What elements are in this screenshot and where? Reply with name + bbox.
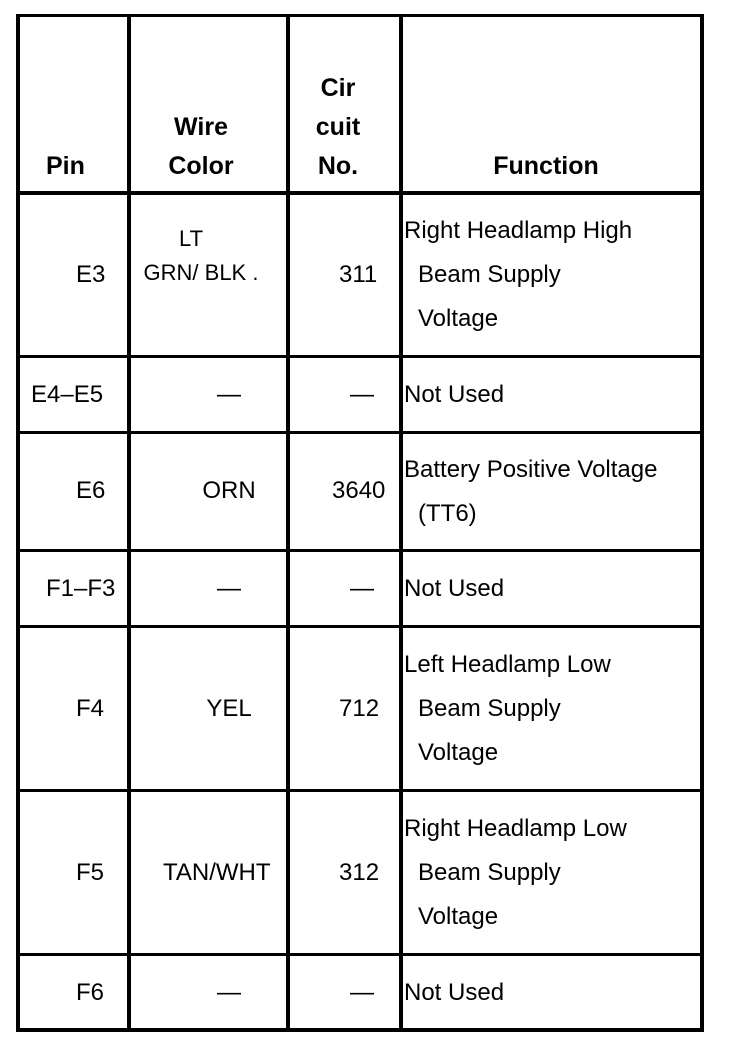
wire-color-cell: — [217, 575, 241, 602]
pin-cell: E6 [76, 477, 106, 504]
header-circuit-no: Cir cuit No. [315, 74, 361, 180]
function-cell: Right Headlamp Low Beam Supply Voltage [404, 815, 627, 930]
function-cell: Battery Positive Voltage (TT6) [404, 456, 658, 527]
function-cell: Not Used [404, 575, 505, 602]
grid-line [16, 549, 704, 552]
circuit-cell: 311 [339, 261, 378, 288]
pin-cell: F4 [76, 695, 105, 722]
circuit-cell: 312 [339, 859, 380, 886]
pin-cell: F6 [76, 979, 105, 1006]
circuit-cell: — [350, 979, 374, 1006]
header-pin: Pin [46, 152, 85, 180]
pin-cell: F5 [76, 859, 105, 886]
grid-line [16, 1028, 704, 1032]
circuit-cell: 3640 [332, 477, 386, 504]
header-function: Function [493, 152, 599, 180]
circuit-cell: — [350, 575, 374, 602]
function-cell: Not Used [404, 979, 505, 1006]
wire-color-cell: TAN/WHT [163, 859, 271, 886]
grid-line [16, 953, 704, 956]
circuit-cell: — [350, 381, 374, 408]
wire-color-cell: LT GRN/ BLK . [143, 226, 259, 285]
pin-cell: E4–E5 [31, 381, 104, 408]
header-wire-color: Wire Color [168, 113, 234, 180]
function-cell: Right Headlamp High Beam Supply Voltage [404, 217, 633, 332]
wire-color-cell: — [217, 979, 241, 1006]
function-cell: Not Used [404, 381, 505, 408]
wire-color-cell: YEL [206, 695, 252, 722]
grid-line [16, 431, 704, 434]
circuit-cell: 712 [339, 695, 380, 722]
grid-line [16, 355, 704, 358]
pin-cell: F1–F3 [46, 575, 116, 602]
grid-line [16, 191, 704, 195]
pin-cell: E3 [76, 261, 106, 288]
function-cell: Left Headlamp Low Beam Supply Voltage [404, 651, 611, 766]
wire-color-cell: — [217, 381, 241, 408]
grid-line [16, 789, 704, 792]
grid-line [700, 14, 704, 1032]
grid-line [16, 14, 20, 1032]
wire-color-cell: ORN [202, 477, 256, 504]
grid-line [16, 14, 704, 17]
grid-line [16, 625, 704, 628]
